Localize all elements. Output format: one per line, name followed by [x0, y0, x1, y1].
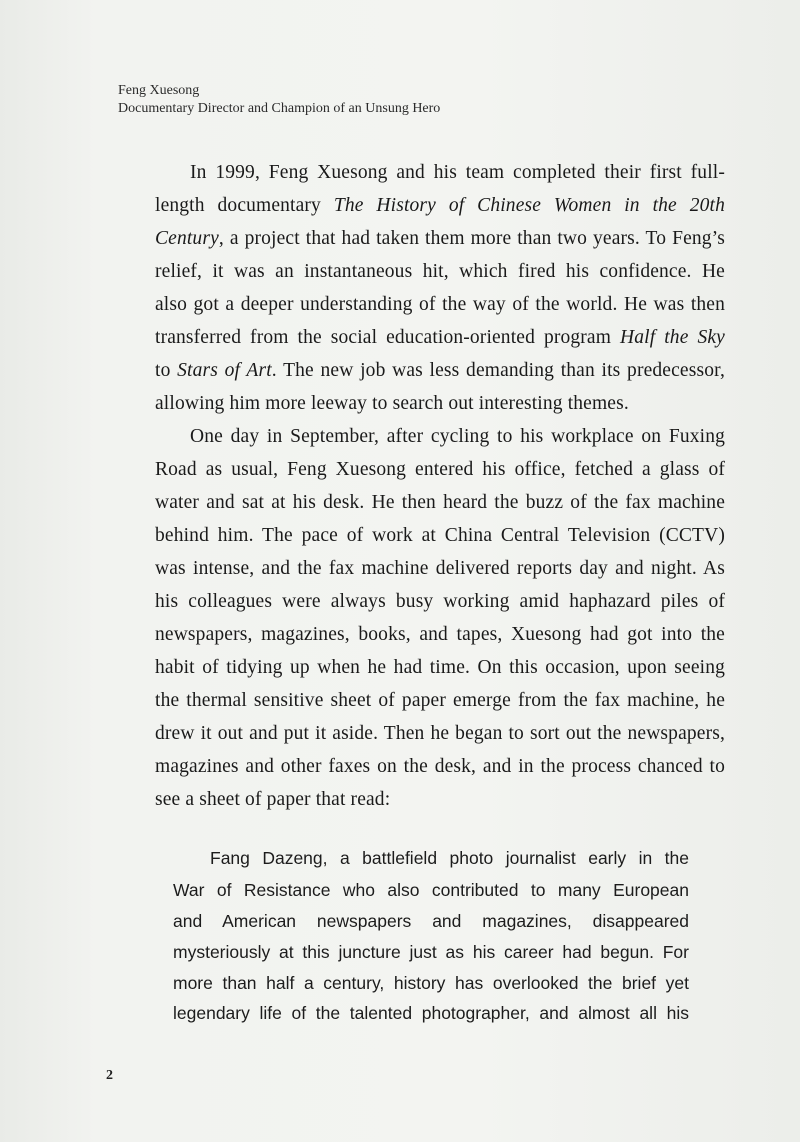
- text-line: [155, 360, 725, 382]
- text-line: [155, 327, 725, 349]
- program-title: Stars of Art: [177, 360, 272, 381]
- text-line: newspapers, magazines, books, and tapes, Xuesong had got into the: [155, 624, 725, 645]
- text-line: also got a deeper understanding of the way of the world. He was then: [155, 294, 725, 315]
- text-run: . The new job was less demanding than its predecessor,: [271, 360, 725, 381]
- text-line: In 1999, Feng Xuesong and his team completed their first full-: [190, 162, 725, 183]
- text-line: behind him. The pace of work at China Central Television (CCTV): [155, 525, 725, 546]
- text-line: magazines and other faxes on the desk, and in the process chanced to: [155, 756, 725, 777]
- text-line: [155, 228, 725, 250]
- text-line: water and sat at his desk. He then heard the buzz of the fax machine: [155, 492, 725, 513]
- text-line: his colleagues were always busy working amid haphazard piles of: [155, 591, 725, 612]
- text-run: to: [155, 360, 178, 381]
- text-run: , a project that had taken them more than two years. To Feng’s: [218, 228, 725, 249]
- book-title: The History of Chinese Women in the 20th: [333, 195, 726, 216]
- quote-line: and American newspapers and magazines, disappeared: [173, 911, 689, 931]
- text-line: allowing him more leeway to search out interesting themes.: [155, 393, 629, 414]
- quote-line: mysteriously at this juncture just as his career had begun. For: [173, 942, 689, 962]
- text-run: transferred from the social education-oriented program: [155, 327, 621, 348]
- text-line: Road as usual, Feng Xuesong entered his office, fetched a glass of: [155, 459, 725, 480]
- text-line: [155, 195, 725, 217]
- quote-line: legendary life of the talented photographer, and almost all his: [173, 1003, 689, 1023]
- book-title: Century: [155, 228, 219, 249]
- text-line: relief, it was an instantaneous hit, which fired his confidence. He: [155, 261, 725, 282]
- text-run: length documentary: [155, 195, 334, 216]
- quote-line: Fang Dazeng, a battlefield photo journalist early in the: [210, 848, 689, 868]
- text-line: the thermal sensitive sheet of paper emerge from the fax machine, he: [155, 690, 725, 711]
- quote-line: War of Resistance who also contributed to many European: [173, 880, 689, 900]
- text-line: One day in September, after cycling to his workplace on Fuxing: [190, 426, 725, 447]
- header-subtitle: Documentary Director and Champion of an Unsung Hero: [118, 101, 441, 116]
- program-title: Half the Sky: [620, 327, 725, 348]
- header-name: Feng Xuesong: [118, 83, 200, 98]
- text-line: habit of tidying up when he had time. On this occasion, upon seeing: [155, 657, 725, 678]
- page-number: 2: [106, 1068, 113, 1083]
- running-header: [118, 82, 440, 118]
- text-line: was intense, and the fax machine delivered reports day and night. As: [155, 558, 725, 579]
- quote-line: more than half a century, history has overlooked the brief yet: [173, 973, 689, 993]
- text-line: see a sheet of paper that read:: [155, 789, 391, 810]
- text-line: drew it out and put it aside. Then he began to sort out the newspapers,: [155, 723, 725, 744]
